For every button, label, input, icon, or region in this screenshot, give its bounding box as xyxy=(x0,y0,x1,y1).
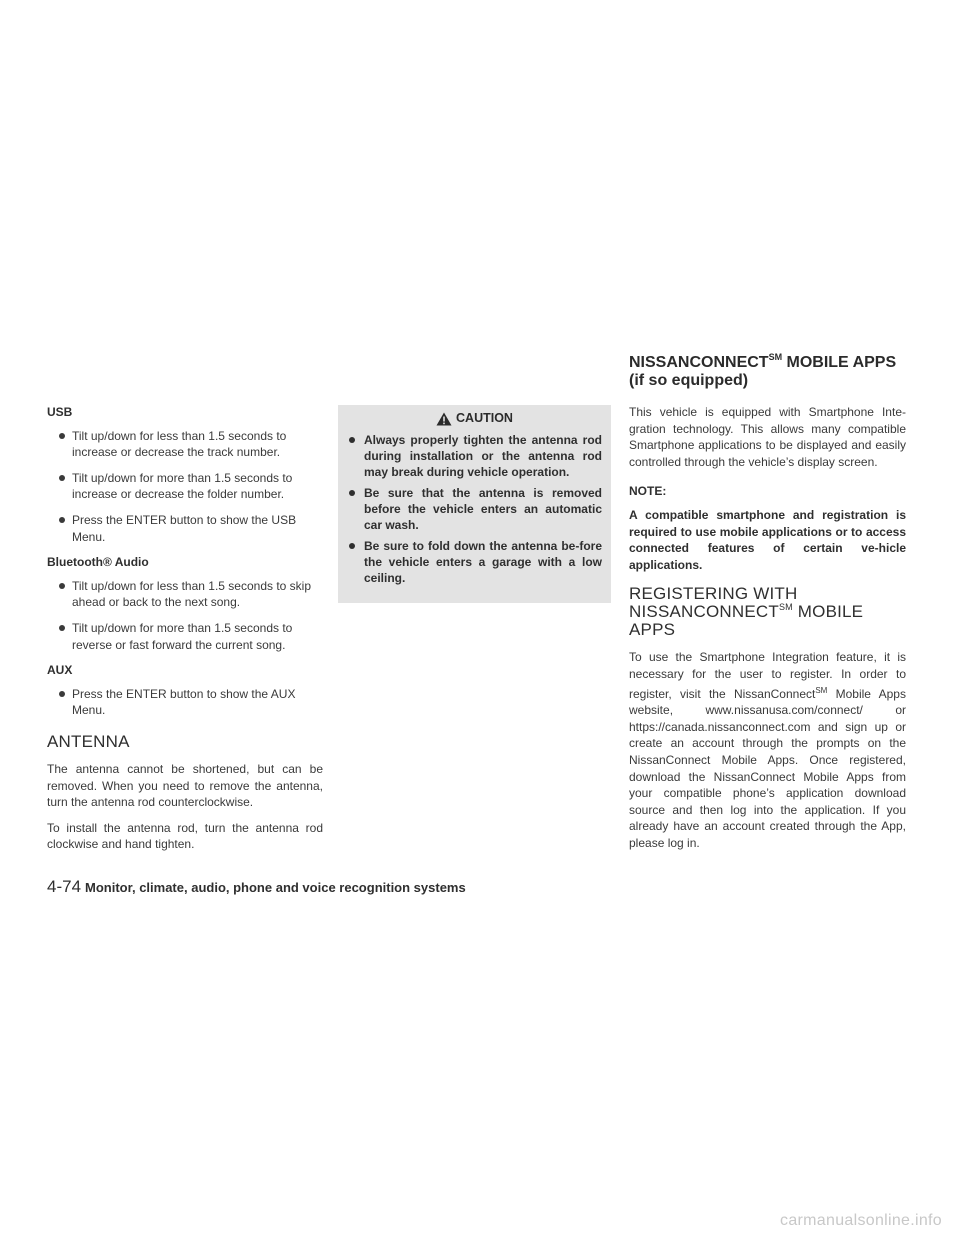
column-left xyxy=(47,404,323,862)
bluetooth-heading: Bluetooth® Audio xyxy=(47,555,149,570)
section-title-suffix: MOBILE APPS xyxy=(782,354,897,371)
usb-heading: USB xyxy=(47,405,73,419)
note-text: A compatible smartphone and registration is required to use mobile applications or to access connected features of certain ve-hicle applications. xyxy=(629,507,906,572)
watermark: carmanualsonline.info xyxy=(780,1212,942,1229)
caution-list xyxy=(338,432,611,603)
list-item: Press the ENTER button to show the USB Menu. xyxy=(47,512,323,545)
registering-heading-suffix: MOBILE APPS xyxy=(629,602,864,640)
aux-list xyxy=(47,686,323,719)
antenna-install-paragraph: To install the antenna rod, turn the antenna rod clockwise and hand tighten. xyxy=(47,820,323,852)
note-label: NOTE: xyxy=(629,484,667,499)
warning-icon xyxy=(436,412,452,426)
registering-paragraph xyxy=(629,649,906,851)
list-item: Always properly tighten the antenna rod during installation or the antenna rod may break during vehicle operation. xyxy=(347,432,602,480)
list-item: Be sure to fold down the antenna be-fore the vehicle enters a garage with a low ceiling. xyxy=(347,538,602,586)
registering-text: To use the Smartphone Integration feature, it is necessary for the user to register. In order to register, visit the NissanConnect xyxy=(629,650,906,701)
antenna-paragraph: The antenna cannot be shortened, but can be removed. When you need to remove the antenna, turn the antenna rod counterclockwise. xyxy=(47,761,323,810)
section-title-qualifier: (if so equipped) xyxy=(629,372,749,389)
section-title-main: NISSANCONNECT xyxy=(629,354,769,371)
page-number: 4-74 xyxy=(47,877,82,896)
service-mark: SM xyxy=(815,685,828,695)
chapter-title: Monitor, climate, audio, phone and voice recognition systems xyxy=(85,880,466,895)
caution-title: CAUTION xyxy=(456,411,513,426)
page-footer xyxy=(47,879,466,899)
section-title xyxy=(629,351,929,390)
registering-heading-brand: NISSANCONNECT xyxy=(629,602,779,622)
column-right xyxy=(629,404,906,860)
list-item: Be sure that the antenna is removed before the vehicle enters an automatic car wash. xyxy=(347,485,602,533)
list-item: Tilt up/down for more than 1.5 seconds to reverse or fast forward the current song. xyxy=(47,620,323,653)
caution-header xyxy=(338,405,611,432)
caution-box xyxy=(338,405,611,603)
service-mark: SM xyxy=(778,601,793,612)
registering-heading-line1: REGISTERING WITH xyxy=(629,584,798,604)
intro-paragraph: This vehicle is equipped with Smartphone Inte-gration technology. This allows many compatible Smartphone applications to be displayed and easily controlled through the vehicle’s display screen. xyxy=(629,405,906,469)
registering-text-cont: Mobile Apps website, www.nissanusa.com/connect/ or https://canada.nissanconnect.com and sign up or create an account through the prompts on the NissanConnect Mobile Apps. Once registered, download the NissanConnect Mobile Apps from your compatible phone’s application download source and then log into the application. If you already have an account created through the App, please log in. xyxy=(629,686,906,850)
list-item: Tilt up/down for less than 1.5 seconds to skip ahead or back to the next song. xyxy=(47,578,323,611)
registering-heading xyxy=(629,585,906,639)
service-mark: SM xyxy=(768,351,783,362)
aux-heading: AUX xyxy=(47,663,73,678)
antenna-heading: ANTENNA xyxy=(47,731,130,751)
list-item: Press the ENTER button to show the AUX Menu. xyxy=(47,686,323,719)
bluetooth-list xyxy=(47,578,323,653)
usb-list xyxy=(47,428,323,546)
list-item: Tilt up/down for more than 1.5 seconds to increase or decrease the folder number. xyxy=(47,470,323,503)
list-item: Tilt up/down for less than 1.5 seconds to increase or decrease the track number. xyxy=(47,428,323,461)
